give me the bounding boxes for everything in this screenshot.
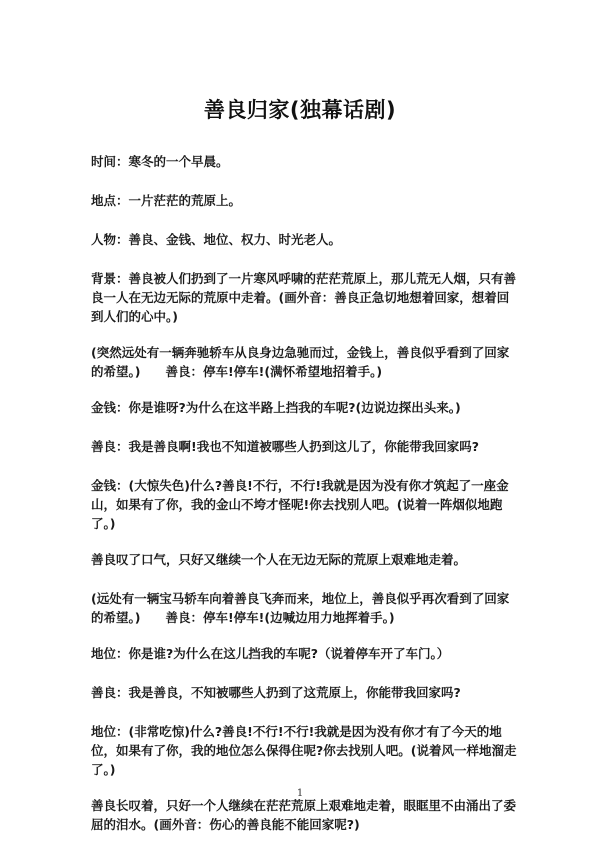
paragraph-place: 地点：一片茫茫的荒原上。 bbox=[91, 193, 242, 208]
paragraph-characters: 人物：善良、金钱、地位、权力、时光老人。 bbox=[91, 232, 342, 247]
paragraph-money-2: 金钱：(大惊失色)什么?善良!不行，不行!我就是因为没有你才筑起了一座金山，如果有了你，我的金山不垮才怪呢!你去找别人吧。(说着一阵烟似地跑了。) bbox=[91, 478, 509, 531]
paragraph-narration-1: 善良叹了口气，只好又继续一个人在无边无际的荒原上艰难地走着。 bbox=[91, 552, 467, 567]
paragraph-status-2: 地位：(非常吃惊)什么?善良!不行!不行!我就是因为没有你才有了今天的地位，如果有了你，我的地位怎么保得住呢?你去找别人吧。(说着风一样地溜走了。) bbox=[91, 724, 517, 777]
paragraph-status-1: 地位：你是谁?为什么在这儿挡我的车呢?（说着停车开了车门。） bbox=[91, 646, 450, 661]
paragraph-stage-direction-1: (突然远处有一辆奔驰轿车从良身边急驰而过，金钱上，善良似乎看到了回家的希望。) 善良：停车!停车!(满怀希望地招着手。) bbox=[91, 345, 510, 379]
paragraph-background: 背景：善良被人们扔到了一片寒风呼啸的茫茫荒原上，那儿荒无人烟，只有善良一人在无边无际的荒原中走着。(画外音：善良正急切地想着回家，想着回到人们的心中。) bbox=[91, 271, 517, 324]
paragraph-time: 时间：寒冬的一个早晨。 bbox=[91, 154, 229, 169]
page-number: 1 bbox=[296, 788, 304, 799]
document-body bbox=[91, 152, 519, 848]
document-title: 善良归家(独幕话剧) bbox=[203, 98, 397, 122]
paragraph-kindness-2: 善良：我是善良，不知被哪些人扔到了这荒原上，你能带我回家吗? bbox=[91, 685, 461, 700]
paragraph-stage-direction-2: (远处有一辆宝马轿车向着善良飞奔而来，地位上，善良似乎再次看到了回家的希望。) 善良：停车!停车!(边喊边用力地挥着手。) bbox=[91, 591, 510, 625]
paragraph-money-1: 金钱：你是谁呀?为什么在这半路上挡我的车呢?(边说边探出头来。) bbox=[91, 400, 461, 415]
paragraph-narration-2: 善良长叹着，只好一个人继续在茫茫荒原上艰难地走着，眼眶里不由涌出了委屈的泪水。(画外音：伤心的善良能不能回家呢?) bbox=[91, 798, 517, 832]
paragraph-kindness-1: 善良：我是善良啊!我也不知道被哪些人扔到这儿了，你能带我回家吗? bbox=[91, 439, 479, 454]
